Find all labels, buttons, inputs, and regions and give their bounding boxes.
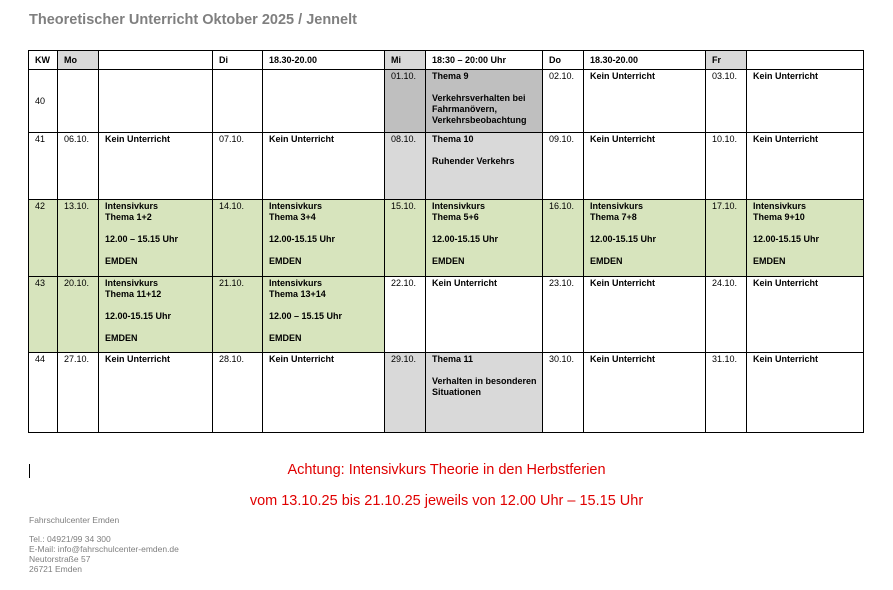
notice-line-1: Achtung: Intensivkurs Theorie in den Herbstferien	[287, 462, 606, 478]
do-date: 30.10.	[543, 353, 584, 433]
table-row-kw41	[29, 133, 864, 200]
header-fr: Fr	[706, 51, 747, 70]
fr-date: 03.10.	[706, 70, 747, 133]
fr-content: Kein Unterricht	[747, 277, 864, 353]
table-row-kw42	[29, 200, 864, 277]
fr-date: 24.10.	[706, 277, 747, 353]
mi-date: 08.10.	[385, 133, 426, 200]
kw-number: 41	[29, 133, 58, 200]
di-content: Intensivkurs Thema 13+14 12.00 – 15.15 Uhr EMDEN	[263, 277, 385, 353]
mo-date	[58, 70, 99, 133]
footer-city: 26721 Emden	[29, 564, 82, 574]
table-row-kw43	[29, 277, 864, 353]
mi-content: Thema 11 Verhalten in besonderen Situationen	[426, 353, 543, 433]
do-content: Kein Unterricht	[584, 353, 706, 433]
schedule-table	[28, 50, 864, 433]
header-kw: KW	[29, 51, 58, 70]
footer-street: Neutorstraße 57	[29, 554, 91, 564]
mi-date: 15.10.	[385, 200, 426, 277]
kw-number: 43	[29, 277, 58, 353]
header-do-time: 18.30-20.00	[584, 51, 706, 70]
fr-date: 31.10.	[706, 353, 747, 433]
do-date: 02.10.	[543, 70, 584, 133]
fr-content: Intensivkurs Thema 9+10 12.00-15.15 Uhr EMDEN	[747, 200, 864, 277]
di-content: Kein Unterricht	[263, 133, 385, 200]
header-di: Di	[213, 51, 263, 70]
footer-address	[29, 534, 179, 574]
do-date: 09.10.	[543, 133, 584, 200]
header-mo-time	[99, 51, 213, 70]
header-do: Do	[543, 51, 584, 70]
mi-content: Kein Unterricht	[426, 277, 543, 353]
header-mi-time: 18:30 – 20:00 Uhr	[426, 51, 543, 70]
header-row	[29, 51, 864, 70]
do-date: 23.10.	[543, 277, 584, 353]
footer-company: Fahrschulcenter Emden	[29, 515, 120, 525]
kw-number: 42	[29, 200, 58, 277]
mo-content	[99, 70, 213, 133]
mi-date: 22.10.	[385, 277, 426, 353]
mo-content: Intensivkurs Thema 11+12 12.00-15.15 Uhr EMDEN	[99, 277, 213, 353]
mi-date: 01.10.	[385, 70, 426, 133]
mo-content: Kein Unterricht	[99, 353, 213, 433]
di-content: Intensivkurs Thema 3+4 12.00-15.15 Uhr EMDEN	[263, 200, 385, 277]
fr-date: 17.10.	[706, 200, 747, 277]
header-mi: Mi	[385, 51, 426, 70]
di-date	[213, 70, 263, 133]
fr-content: Kein Unterricht	[747, 133, 864, 200]
table-row-kw40	[29, 70, 864, 133]
footer-phone: Tel.: 04921/99 34 300	[29, 534, 111, 544]
mo-date: 06.10.	[58, 133, 99, 200]
mi-content: Intensivkurs Thema 5+6 12.00-15.15 Uhr EMDEN	[426, 200, 543, 277]
header-mo: Mo	[58, 51, 99, 70]
di-date: 07.10.	[213, 133, 263, 200]
fr-content: Kein Unterricht	[747, 70, 864, 133]
di-content: Kein Unterricht	[263, 353, 385, 433]
mo-content: Kein Unterricht	[99, 133, 213, 200]
kw-number: 40	[29, 70, 58, 133]
mo-date: 13.10.	[58, 200, 99, 277]
do-content: Kein Unterricht	[584, 70, 706, 133]
footer-email: E-Mail: info@fahrschulcenter-emden.de	[29, 544, 179, 554]
di-date: 28.10.	[213, 353, 263, 433]
do-content: Intensivkurs Thema 7+8 12.00-15.15 Uhr EMDEN	[584, 200, 706, 277]
fr-content: Kein Unterricht	[747, 353, 864, 433]
di-date: 14.10.	[213, 200, 263, 277]
notice-line-2: vom 13.10.25 bis 21.10.25 jeweils von 12.00 Uhr – 15.15 Uhr	[249, 493, 644, 509]
mo-date: 20.10.	[58, 277, 99, 353]
header-fr-time	[747, 51, 864, 70]
kw-number: 44	[29, 353, 58, 433]
do-content: Kein Unterricht	[584, 133, 706, 200]
page-title: Theoretischer Unterricht Oktober 2025 / Jennelt	[29, 12, 357, 28]
di-content	[263, 70, 385, 133]
mi-content: Thema 9 Verkehrsverhalten bei Fahrmanövern, Verkehrsbeobachtung	[426, 70, 543, 133]
fr-date: 10.10.	[706, 133, 747, 200]
do-date: 16.10.	[543, 200, 584, 277]
mi-date: 29.10.	[385, 353, 426, 433]
mo-content: Intensivkurs Thema 1+2 12.00 – 15.15 Uhr EMDEN	[99, 200, 213, 277]
mi-content: Thema 10 Ruhender Verkehrs	[426, 133, 543, 200]
di-date: 21.10.	[213, 277, 263, 353]
do-content: Kein Unterricht	[584, 277, 706, 353]
table-row-kw44	[29, 353, 864, 433]
header-di-time: 18.30-20.00	[263, 51, 385, 70]
mo-date: 27.10.	[58, 353, 99, 433]
